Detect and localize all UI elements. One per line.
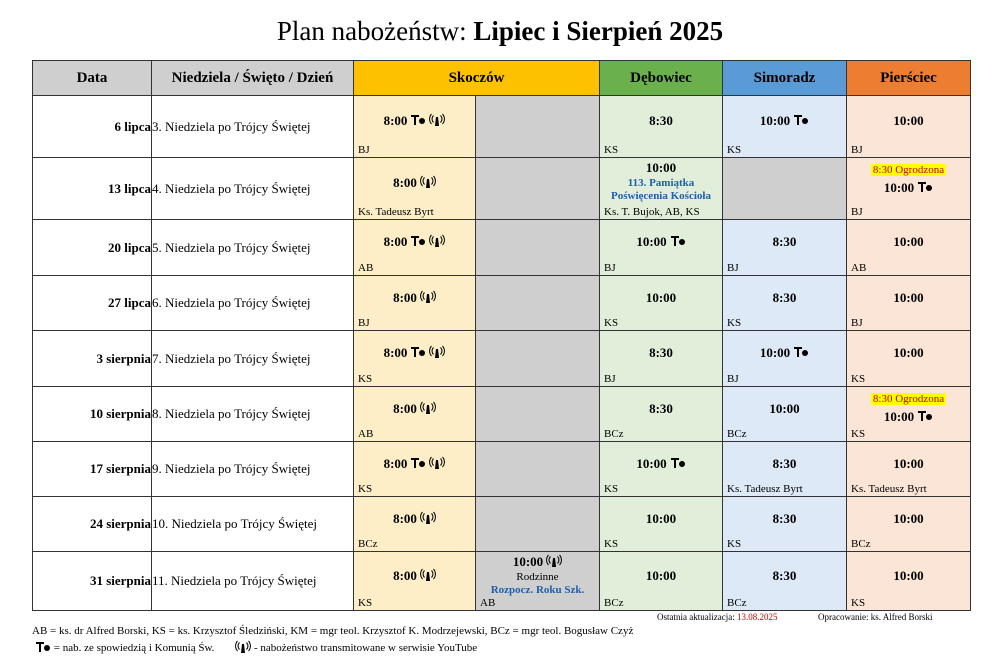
time-value: 10:00: [893, 113, 924, 128]
debowiec-cell: [600, 331, 723, 387]
service-time: [600, 290, 722, 306]
chalice-icon: [793, 114, 809, 130]
simoradz-cell: [723, 387, 847, 442]
date-cell: 31 sierpnia: [33, 552, 152, 611]
service-time: [600, 113, 722, 129]
table-row: [33, 96, 971, 158]
service-time: [847, 511, 970, 527]
header-pierscien: Pierściec: [847, 61, 971, 96]
time-value: 8:30: [772, 568, 797, 583]
header-simoradz: Simoradz: [723, 61, 847, 96]
time-value: 10:00: [645, 568, 677, 583]
celebrant: BJ: [358, 317, 370, 329]
celebrant: KS: [604, 144, 619, 156]
service-time: [354, 175, 475, 193]
time-value: 10:00: [759, 345, 791, 360]
celebrant: KS: [604, 317, 619, 329]
time-value: 8:00: [393, 290, 417, 305]
service-time: [600, 401, 722, 417]
time-value: 8:00: [383, 456, 408, 471]
celebrant: BJ: [727, 373, 739, 385]
service-time: [600, 511, 722, 527]
simoradz-cell: [723, 497, 847, 552]
time-value: 8:00: [393, 568, 417, 583]
date-cell: 3 sierpnia: [33, 331, 152, 387]
time-value: 8:30: [772, 456, 797, 471]
date-cell: 6 lipca: [33, 96, 152, 158]
day-cell: 5. Niedziela po Trójcy Świętej: [152, 220, 354, 276]
chalice-icon: [670, 235, 686, 251]
last-update: [657, 612, 777, 622]
update-label: Ostatnia aktualizacja:: [657, 612, 735, 622]
chalice-icon: [410, 114, 426, 130]
table-row: [33, 497, 971, 552]
service-note: Rodzinne: [516, 571, 559, 583]
time-value: 8:30: [649, 345, 673, 360]
legend-youtube-text: - nabożeństwo transmitowane w serwisie YouTube: [253, 642, 478, 655]
service-time: [354, 345, 475, 363]
broadcast-antenna-icon: [420, 401, 436, 419]
chalice-icon: [917, 181, 933, 197]
celebrant: KS: [358, 597, 373, 609]
celebrant: KS: [358, 373, 373, 385]
service-time: [354, 234, 475, 252]
celebrant: Ks. T. Bujok, AB, KS: [604, 206, 700, 218]
pierscien-cell: [847, 331, 971, 387]
service-time: [847, 290, 970, 306]
skoczow-cell: [354, 442, 476, 497]
service-time: [354, 456, 475, 474]
celebrant: BCz: [604, 597, 624, 609]
skoczow-cell: [354, 331, 476, 387]
time-value: 10:00: [893, 234, 924, 249]
date-cell: 10 sierpnia: [33, 387, 152, 442]
time-value: 10:00: [645, 290, 677, 305]
celebrant: BJ: [851, 317, 863, 329]
service-time: [723, 113, 846, 130]
time-value: 8:00: [393, 401, 417, 416]
table-row: [33, 331, 971, 387]
broadcast-antenna-icon: [429, 345, 445, 363]
celebrant: KS: [604, 483, 619, 495]
table-row: [33, 276, 971, 331]
celebrant: AB: [358, 262, 374, 274]
service-time: [723, 345, 846, 362]
celebrant: Ks. Tadeusz Byrt: [358, 206, 434, 218]
title-plain: Plan nabożeństw:: [276, 16, 467, 46]
celebrant: KS: [851, 597, 866, 609]
skoczow-second-cell: [476, 387, 600, 442]
celebrant: KS: [727, 317, 742, 329]
time-value: 10:00: [883, 409, 915, 424]
service-note: 113. Pamiątka: [627, 177, 695, 189]
service-time: [354, 113, 475, 131]
debowiec-cell: [600, 220, 723, 276]
celebrant: KS: [727, 538, 742, 550]
pierscien-cell: [847, 387, 971, 442]
time-value: 10:00: [512, 554, 544, 569]
header-row: [33, 61, 971, 96]
celebrant: BJ: [727, 262, 739, 274]
time-value: 10:00: [645, 160, 677, 175]
service-time: [354, 401, 475, 419]
day-cell: 10. Niedziela po Trójcy Świętej: [152, 497, 354, 552]
service-time: [600, 568, 722, 584]
chalice-icon: [410, 346, 426, 362]
legend-confession-text: = nab. ze spowiedzią i Komunią Św.: [53, 642, 215, 655]
debowiec-cell: [600, 497, 723, 552]
table-row: [33, 387, 971, 442]
celebrant: BJ: [604, 373, 616, 385]
table-row: [33, 220, 971, 276]
service-time: [354, 568, 475, 586]
day-cell: 4. Niedziela po Trójcy Świętej: [152, 158, 354, 220]
extra-service-label: 8:30 Ogrodzona: [872, 393, 945, 405]
table-row: [33, 552, 971, 611]
time-value: 8:30: [649, 113, 673, 128]
service-time: [354, 511, 475, 529]
simoradz-cell: [723, 331, 847, 387]
celebrant: AB: [851, 262, 867, 274]
date-cell: 24 sierpnia: [33, 497, 152, 552]
table-row: [33, 158, 971, 220]
time-value: 10:00: [759, 113, 791, 128]
chalice-icon: [35, 641, 51, 656]
service-note: Rozpocz. Roku Szk.: [490, 584, 585, 596]
debowiec-cell: [600, 552, 723, 611]
service-time: [723, 401, 846, 417]
legend-icons: [32, 640, 477, 657]
prepared-by: Opracowanie: ks. Alfred Borski: [818, 612, 933, 622]
service-time: [354, 290, 475, 308]
simoradz-cell: [723, 552, 847, 611]
simoradz-cell: [723, 220, 847, 276]
skoczow-cell: [354, 276, 476, 331]
pierscien-cell: [847, 158, 971, 220]
celebrant: KS: [358, 483, 373, 495]
pierscien-cell: [847, 497, 971, 552]
date-cell: 13 lipca: [33, 158, 152, 220]
header-debowiec: Dębowiec: [600, 61, 723, 96]
day-cell: 3. Niedziela po Trójcy Świętej: [152, 96, 354, 158]
broadcast-antenna-icon: [429, 113, 445, 131]
time-value: 8:00: [383, 234, 408, 249]
pierscien-cell: [847, 442, 971, 497]
title-bold: Lipiec i Sierpień 2025: [473, 16, 724, 46]
skoczow-second-cell: [476, 331, 600, 387]
broadcast-antenna-icon: [420, 511, 436, 529]
time-value: 8:00: [393, 511, 417, 526]
service-time: [723, 234, 846, 250]
broadcast-antenna-icon: [235, 640, 251, 657]
pierscien-cell: [847, 276, 971, 331]
chalice-icon: [917, 410, 933, 426]
time-value: 8:30: [772, 290, 797, 305]
time-value: 8:00: [383, 113, 408, 128]
celebrant: AB: [358, 428, 374, 440]
day-cell: 8. Niedziela po Trójcy Świętej: [152, 387, 354, 442]
broadcast-antenna-icon: [420, 175, 436, 193]
celebrant: AB: [480, 597, 496, 609]
broadcast-antenna-icon: [429, 234, 445, 252]
simoradz-cell: [723, 158, 847, 220]
service-time: [847, 409, 970, 426]
broadcast-antenna-icon: [546, 554, 562, 572]
simoradz-cell: [723, 442, 847, 497]
skoczow-second-cell: [476, 442, 600, 497]
service-time: [600, 345, 722, 361]
celebrant: BCz: [727, 597, 747, 609]
debowiec-cell: [600, 442, 723, 497]
date-cell: 17 sierpnia: [33, 442, 152, 497]
broadcast-antenna-icon: [420, 290, 436, 308]
simoradz-cell: [723, 276, 847, 331]
header-day: Niedziela / Święto / Dzień: [152, 61, 354, 96]
celebrant: KS: [604, 538, 619, 550]
celebrant: KS: [727, 144, 742, 156]
service-time: [476, 554, 599, 572]
broadcast-antenna-icon: [420, 568, 436, 586]
update-date: 13.08.2025: [736, 612, 778, 622]
skoczow-cell: [354, 158, 476, 220]
chalice-icon: [793, 346, 809, 362]
service-time: [600, 234, 722, 251]
celebrant: Ks. Tadeusz Byrt: [851, 483, 927, 495]
celebrant: BJ: [358, 144, 370, 156]
celebrant: BCz: [604, 428, 624, 440]
schedule-table: [32, 60, 971, 611]
page-title: [0, 14, 1000, 48]
skoczow-cell: [354, 497, 476, 552]
time-value: 10:00: [893, 345, 924, 360]
pierscien-cell: [847, 552, 971, 611]
celebrant: BCz: [851, 538, 871, 550]
header-data: Data: [33, 61, 152, 96]
day-cell: 6. Niedziela po Trójcy Świętej: [152, 276, 354, 331]
chalice-icon: [410, 457, 426, 473]
skoczow-second-cell: [476, 158, 600, 220]
time-value: 10:00: [893, 456, 924, 471]
celebrant: BCz: [358, 538, 378, 550]
time-value: 10:00: [769, 401, 800, 416]
time-value: 10:00: [893, 568, 924, 583]
skoczow-second-cell: [476, 220, 600, 276]
skoczow-second-cell: [476, 497, 600, 552]
date-cell: 27 lipca: [33, 276, 152, 331]
debowiec-cell: [600, 158, 723, 220]
time-value: 10:00: [636, 456, 667, 471]
service-time: [600, 456, 722, 473]
debowiec-cell: [600, 387, 723, 442]
extra-service-label: 8:30 Ogrodzona: [872, 164, 945, 176]
service-time: [847, 234, 970, 250]
skoczow-cell: [354, 387, 476, 442]
date-cell: 20 lipca: [33, 220, 152, 276]
celebrant: KS: [851, 373, 866, 385]
celebrant: KS: [851, 428, 866, 440]
table-row: [33, 442, 971, 497]
day-cell: 11. Niedziela po Trójcy Świętej: [152, 552, 354, 611]
day-cell: 7. Niedziela po Trójcy Świętej: [152, 331, 354, 387]
celebrant: BJ: [604, 262, 616, 274]
time-value: 8:00: [393, 175, 417, 190]
debowiec-cell: [600, 276, 723, 331]
pierscien-cell: [847, 96, 971, 158]
time-value: 8:30: [772, 511, 797, 526]
time-value: 10:00: [893, 511, 924, 526]
service-time: [723, 511, 846, 527]
header-skoczow: Skoczów: [354, 61, 600, 96]
service-note: Poświęcenia Kościoła: [611, 190, 711, 202]
skoczow-cell: [354, 96, 476, 158]
time-value: 10:00: [883, 180, 915, 195]
skoczow-cell: [354, 220, 476, 276]
pierscien-cell: [847, 220, 971, 276]
skoczow-cell: [354, 552, 476, 611]
chalice-icon: [670, 457, 686, 473]
service-time: [723, 456, 846, 472]
skoczow-second-cell: [476, 96, 600, 158]
skoczow-second-cell: [476, 276, 600, 331]
day-cell: 9. Niedziela po Trójcy Świętej: [152, 442, 354, 497]
service-time: [847, 456, 970, 472]
skoczow-second-cell: [476, 552, 600, 611]
simoradz-cell: [723, 96, 847, 158]
service-time: [723, 568, 846, 584]
service-time: [847, 180, 970, 197]
time-value: 8:30: [772, 234, 797, 249]
time-value: 8:30: [649, 401, 673, 416]
time-value: 10:00: [893, 290, 924, 305]
service-time: [847, 113, 970, 129]
celebrant: Ks. Tadeusz Byrt: [727, 483, 803, 495]
broadcast-antenna-icon: [429, 456, 445, 474]
celebrant: BJ: [851, 206, 863, 218]
service-time: [847, 568, 970, 584]
celebrant: BCz: [727, 428, 747, 440]
service-time: [723, 290, 846, 306]
legend-clergy: AB = ks. dr Alfred Borski, KS = ks. Krzysztof Śledziński, KM = mgr teol. Krzysztof K. Modrzejewski, BCz = mgr teol. Bogusław Czyż: [32, 625, 634, 637]
time-value: 10:00: [636, 234, 667, 249]
celebrant: BJ: [851, 144, 863, 156]
time-value: 10:00: [645, 511, 677, 526]
service-time: [847, 345, 970, 361]
chalice-icon: [410, 235, 426, 251]
service-time: [600, 160, 722, 176]
debowiec-cell: [600, 96, 723, 158]
time-value: 8:00: [383, 345, 408, 360]
